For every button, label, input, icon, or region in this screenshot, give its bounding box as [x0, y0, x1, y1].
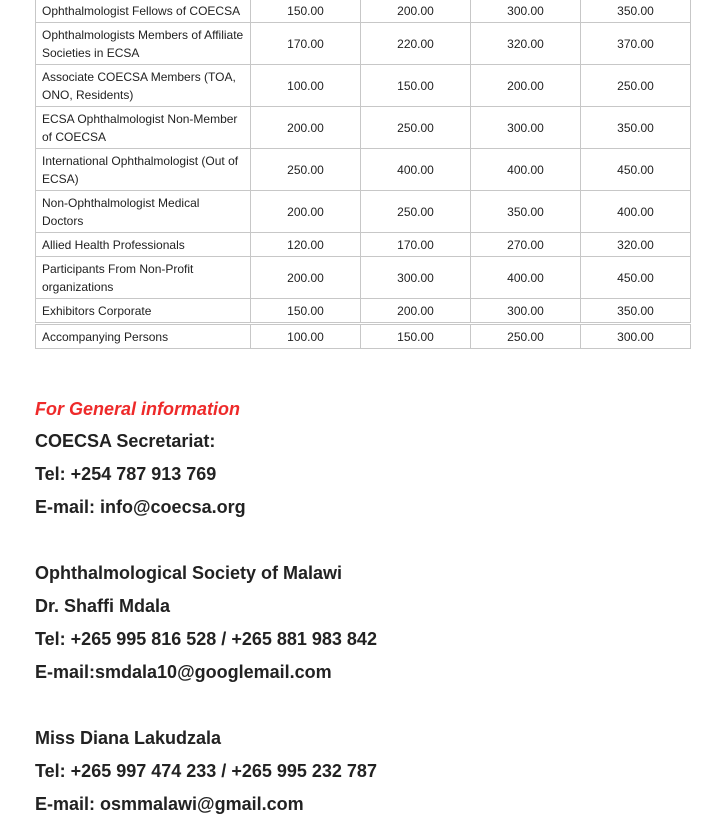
fee-cell: 170.00 — [251, 23, 361, 65]
fee-cell: 250.00 — [361, 107, 471, 149]
fee-cell: 200.00 — [361, 299, 471, 324]
table-row — [36, 0, 691, 23]
second-contact-phone: Tel: +265 997 474 233 / +265 995 232 787 — [35, 761, 377, 781]
table-row — [36, 257, 691, 299]
second-contact-name: Miss Diana Lakudzala — [35, 728, 222, 748]
fee-cell: 200.00 — [251, 191, 361, 233]
fee-cell: 350.00 — [581, 107, 691, 149]
second-contact-email: E-mail: osmmalawi@gmail.com — [35, 794, 304, 814]
spacer — [35, 524, 695, 557]
fee-cell: 250.00 — [581, 65, 691, 107]
fee-cell: 150.00 — [361, 65, 471, 107]
fee-cell: 320.00 — [581, 233, 691, 257]
category-cell: Exhibitors Corporate — [36, 299, 251, 324]
table-row — [36, 23, 691, 65]
category-cell: Ophthalmologists Members of Affiliate Societies in ECSA — [36, 23, 251, 65]
fee-cell: 250.00 — [471, 324, 581, 349]
general-info-heading: For General information — [35, 399, 241, 419]
fee-cell: 400.00 — [471, 257, 581, 299]
secretariat-email: E-mail: info@coecsa.org — [35, 497, 246, 517]
category-cell: Ophthalmologist Fellows of COECSA — [36, 0, 251, 23]
fee-cell: 450.00 — [581, 257, 691, 299]
fee-cell: 450.00 — [581, 149, 691, 191]
fee-cell: 300.00 — [361, 257, 471, 299]
secretariat-name: COECSA Secretariat: — [35, 431, 216, 451]
fee-cell: 270.00 — [471, 233, 581, 257]
fee-cell: 150.00 — [361, 324, 471, 349]
fee-cell: 200.00 — [361, 0, 471, 23]
fee-cell: 370.00 — [581, 23, 691, 65]
fee-cell: 250.00 — [361, 191, 471, 233]
fee-cell: 400.00 — [471, 149, 581, 191]
secretariat-phone: Tel: +254 787 913 769 — [35, 464, 217, 484]
society-contact-name: Dr. Shaffi Mdala — [35, 596, 171, 616]
registration-fee-table — [35, 0, 691, 349]
fee-cell: 250.00 — [251, 149, 361, 191]
table-row — [36, 324, 691, 349]
fee-cell: 150.00 — [251, 0, 361, 23]
fee-cell: 350.00 — [581, 299, 691, 324]
fee-cell: 170.00 — [361, 233, 471, 257]
table-row — [36, 191, 691, 233]
fee-cell: 300.00 — [471, 107, 581, 149]
fee-cell: 350.00 — [581, 0, 691, 23]
fee-cell: 300.00 — [581, 324, 691, 349]
fee-cell: 150.00 — [251, 299, 361, 324]
fee-cell: 300.00 — [471, 299, 581, 324]
category-cell: Non-Ophthalmologist Medical Doctors — [36, 191, 251, 233]
category-cell: Participants From Non-Profit organizations — [36, 257, 251, 299]
fee-cell: 300.00 — [471, 0, 581, 23]
table-row — [36, 299, 691, 324]
general-information-section — [35, 393, 695, 821]
table-row — [36, 233, 691, 257]
society-contact-phone: Tel: +265 995 816 528 / +265 881 983 842 — [35, 629, 377, 649]
society-contact-email: E-mail:smdala10@googlemail.com — [35, 662, 332, 682]
table-row — [36, 65, 691, 107]
fee-cell: 100.00 — [251, 65, 361, 107]
category-cell: Associate COECSA Members (TOA, ONO, Residents) — [36, 65, 251, 107]
fee-cell: 120.00 — [251, 233, 361, 257]
category-cell: Accompanying Persons — [36, 324, 251, 349]
society-name: Ophthalmological Society of Malawi — [35, 563, 343, 583]
fee-cell: 320.00 — [471, 23, 581, 65]
fee-cell: 200.00 — [471, 65, 581, 107]
spacer — [35, 689, 695, 722]
fee-cell: 220.00 — [361, 23, 471, 65]
fee-cell: 350.00 — [471, 191, 581, 233]
fee-cell: 200.00 — [251, 107, 361, 149]
table-row — [36, 107, 691, 149]
category-cell: Allied Health Professionals — [36, 233, 251, 257]
fee-cell: 400.00 — [361, 149, 471, 191]
fee-cell: 100.00 — [251, 324, 361, 349]
category-cell: International Ophthalmologist (Out of ECSA) — [36, 149, 251, 191]
category-cell: ECSA Ophthalmologist Non-Member of COECSA — [36, 107, 251, 149]
fee-cell: 200.00 — [251, 257, 361, 299]
fee-cell: 400.00 — [581, 191, 691, 233]
table-row — [36, 149, 691, 191]
